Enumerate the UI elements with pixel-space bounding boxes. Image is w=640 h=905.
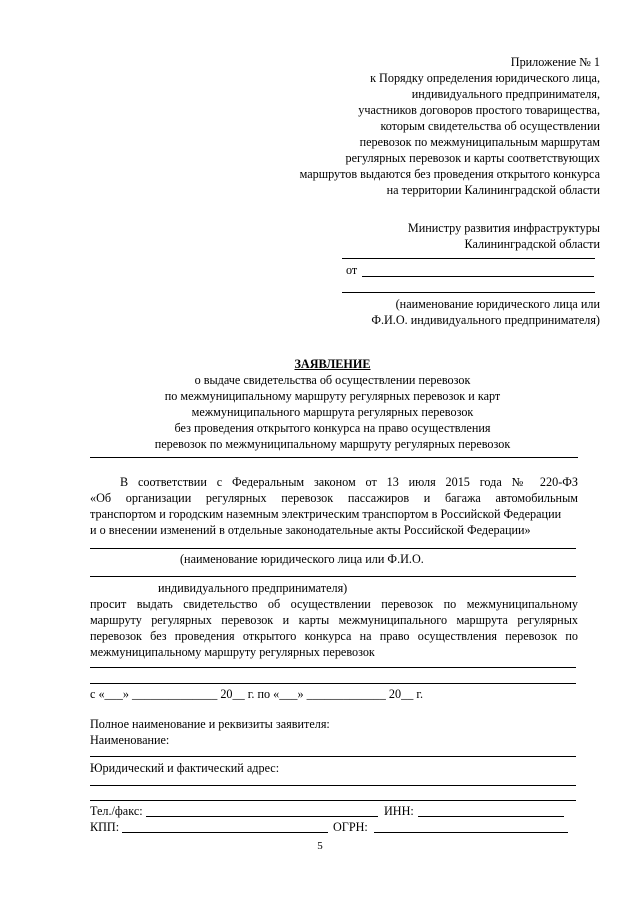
inn-input-line[interactable] — [418, 816, 564, 817]
blank-line[interactable] — [90, 683, 576, 684]
address-input-line[interactable] — [90, 785, 576, 786]
address-label: Юридический и фактический адрес: — [90, 761, 280, 775]
address-input-line-2[interactable] — [90, 800, 576, 801]
appendix-line: перевозок по межмуниципальным маршрутам — [359, 135, 600, 149]
appendix-line: Приложение № 1 — [510, 55, 600, 69]
kpp-input-line[interactable] — [122, 832, 328, 833]
appendix-line: маршрутов выдаются без проведения открытого конкурса — [299, 167, 600, 181]
page-number: 5 — [317, 840, 323, 852]
addressee-blank-line[interactable] — [342, 258, 595, 259]
title-line: межмуниципального маршрута регулярных перевозок — [191, 405, 474, 419]
addressee-line: Калининградской области — [464, 237, 600, 251]
appendix-line: на территории Калининградской области — [386, 183, 600, 197]
paragraph-line: транспортом и городским наземным электрическим транспортом в Российской Федерации — [90, 507, 562, 521]
statement-heading: ЗАЯВЛЕНИЕ — [294, 357, 371, 371]
phone-label: Тел./факс: — [90, 804, 143, 818]
appendix-line: к Порядку определения юридического лица, — [370, 71, 600, 85]
addressee-caption: (наименование юридического лица или — [395, 297, 600, 311]
paragraph-line: и о внесении изменений в отдельные законодательные акты Российской Федерации» — [90, 523, 531, 537]
appendix-line: участников договоров простого товарищества, — [358, 103, 600, 117]
appendix-line: которым свидетельства об осуществлении — [380, 119, 600, 133]
title-divider — [90, 457, 578, 458]
applicant-caption: индивидуального предпринимателя) — [158, 581, 348, 595]
paragraph-line: перевозок без проведения открытого конкурса на право осуществления перевозок по — [90, 629, 578, 643]
requisites-title: Полное наименование и реквизиты заявителя: — [90, 717, 330, 731]
applicant-caption: (наименование юридического лица или Ф.И.О. — [180, 552, 424, 566]
addressee-line: Министру развития инфраструктуры — [407, 221, 600, 235]
kpp-label: КПП: — [90, 820, 120, 834]
paragraph-line: межмуниципальному маршруту регулярных перевозок — [90, 645, 375, 659]
blank-line[interactable] — [90, 667, 576, 668]
name-input-line[interactable] — [90, 756, 576, 757]
phone-input-line[interactable] — [146, 816, 378, 817]
title-line: по межмуниципальному маршруту регулярных перевозок и карт — [164, 389, 501, 403]
from-input-line[interactable] — [362, 276, 594, 277]
inn-label: ИНН: — [384, 804, 414, 818]
ogrn-label: ОГРН: — [333, 820, 368, 834]
name-label: Наименование: — [90, 733, 170, 747]
appendix-line: индивидуального предпринимателя, — [411, 87, 600, 101]
paragraph-line: просит выдать свидетельство об осуществлении перевозок по межмуниципальному — [90, 597, 578, 611]
from-label: от — [346, 263, 358, 277]
applicant-name-line[interactable] — [90, 548, 576, 549]
from-input-line-2[interactable] — [342, 292, 595, 293]
paragraph-line: В соответствии с Федеральным законом от 13 июля 2015 года № 220-ФЗ — [120, 475, 578, 489]
addressee-caption: Ф.И.О. индивидуального предпринимателя) — [371, 313, 600, 327]
applicant-name-line-2[interactable] — [90, 576, 576, 577]
title-line: без проведения открытого конкурса на право осуществления — [174, 421, 491, 435]
title-line: перевозок по межмуниципальному маршруту регулярных перевозок — [154, 437, 511, 451]
paragraph-line: маршруту регулярных перевозок и карты межмуниципального маршрута регулярных — [90, 613, 578, 627]
title-line: о выдаче свидетельства об осуществлении перевозок — [194, 373, 471, 387]
period-field[interactable]: с «___» ______________ 20__ г. по «___» _____________ 20__ г. — [90, 687, 424, 701]
paragraph-line: «Об организации регулярных перевозок пассажиров и багажа автомобильным — [90, 491, 578, 505]
appendix-line: регулярных перевозок и карты соответствующих — [345, 151, 600, 165]
ogrn-input-line[interactable] — [374, 832, 568, 833]
